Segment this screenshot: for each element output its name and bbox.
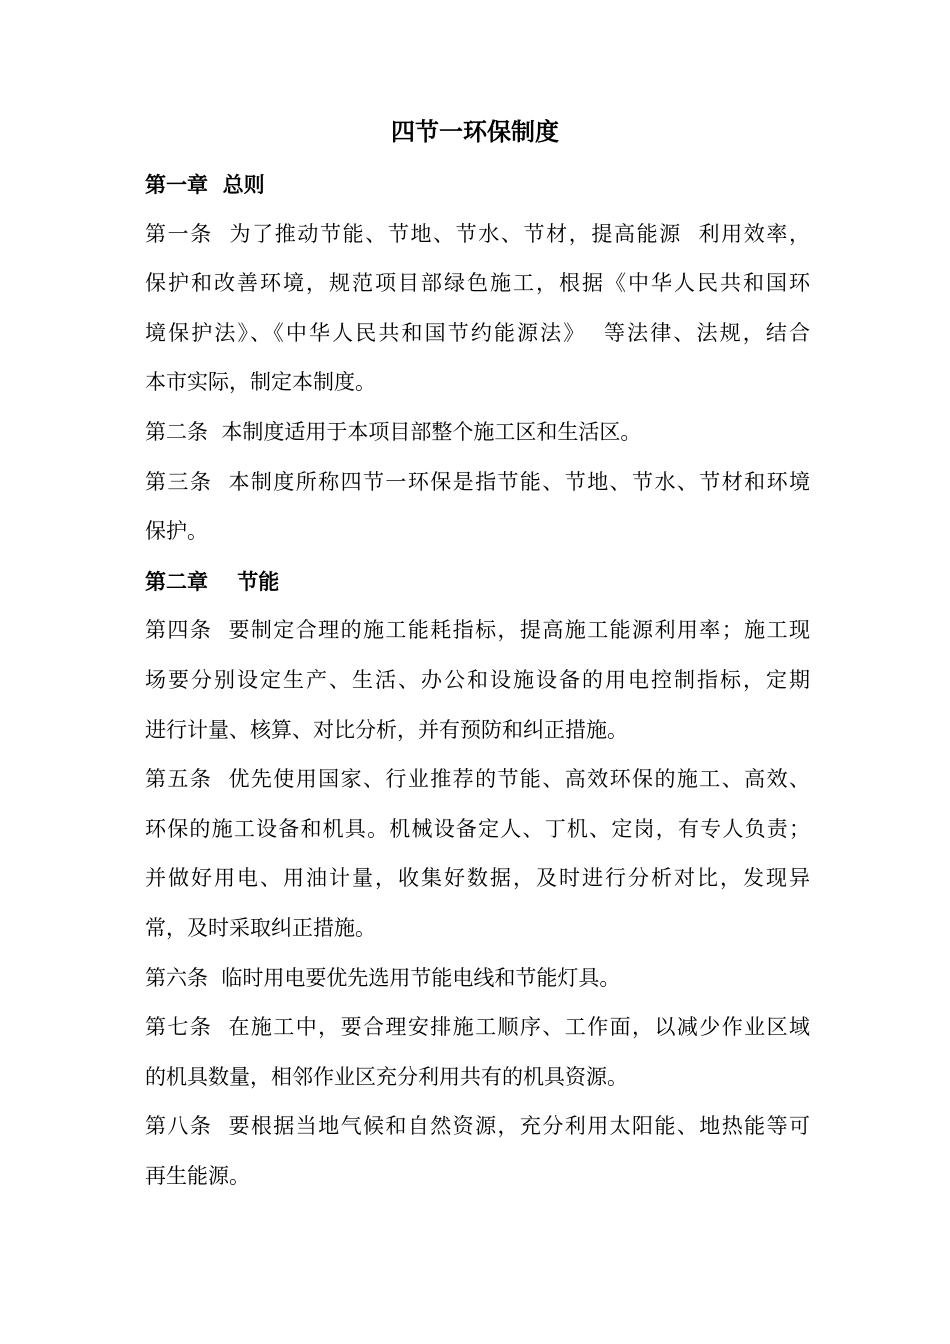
article-line: 第七条 在施工中，要合理安排施工顺序、工作面，以减少作业区域 [145, 1015, 810, 1040]
article-line: 再生能源。 [145, 1163, 250, 1188]
article-line: 环保的施工设备和机具。机械设备定人、丁机、定岗，有专人负责； [145, 816, 810, 841]
article-line: 第一条 为了推动节能、节地、节水、节材，提高能源 利用效率， [145, 221, 810, 246]
article-line: 场要分别设定生产、生活、办公和设施设备的用电控制指标，定期 [145, 667, 810, 692]
article-line: 第六条 临时用电要优先选用节能电线和节能灯具。 [145, 965, 621, 990]
document-title: 四节一环保制度 [391, 117, 559, 146]
article-line: 第五条 优先使用国家、行业推荐的节能、高效环保的施工、高效、 [145, 767, 810, 792]
article-3 [145, 458, 810, 557]
article-line: 常，及时采取纠正措施。 [145, 915, 376, 940]
article-8 [145, 1102, 810, 1201]
article-line: 本市实际，制定本制度。 [145, 370, 376, 395]
article-line: 的机具数量，相邻作业区充分利用共有的机具资源。 [145, 1064, 628, 1089]
article-6 [145, 954, 810, 1004]
article-4 [145, 606, 810, 755]
article-line: 第二条 本制度适用于本项目部整个施工区和生活区。 [145, 419, 642, 444]
article-5 [145, 755, 810, 953]
article-line: 保护和改善环境，规范项目部绿色施工，根据《中华人民共和国环 [145, 271, 810, 296]
article-1 [145, 210, 810, 408]
article-7 [145, 1003, 810, 1102]
article-line: 保护。 [145, 519, 208, 544]
article-line: 第四条 要制定合理的施工能耗指标，提高施工能源利用率；施工现 [145, 618, 810, 643]
article-line: 进行计量、核算、对比分析，并有预防和纠正措施。 [145, 717, 628, 742]
article-line: 境保护法》、《中华人民共和国节约能源法》 等法律、法规，结合 [145, 320, 810, 345]
chapter-heading-2: 第二章 节能 [145, 568, 280, 594]
article-2 [145, 408, 810, 458]
article-line: 并做好用电、用油计量，收集好数据，及时进行分析对比，发现异 [145, 866, 810, 891]
document-body [145, 160, 810, 1201]
article-line: 第三条 本制度所称四节一环保是指节能、节地、节水、节材和环境 [145, 469, 810, 494]
chapter-heading-1: 第一章 总则 [145, 172, 265, 197]
article-line: 第八条 要根据当地气候和自然资源，充分利用太阳能、地热能等可 [145, 1114, 810, 1139]
